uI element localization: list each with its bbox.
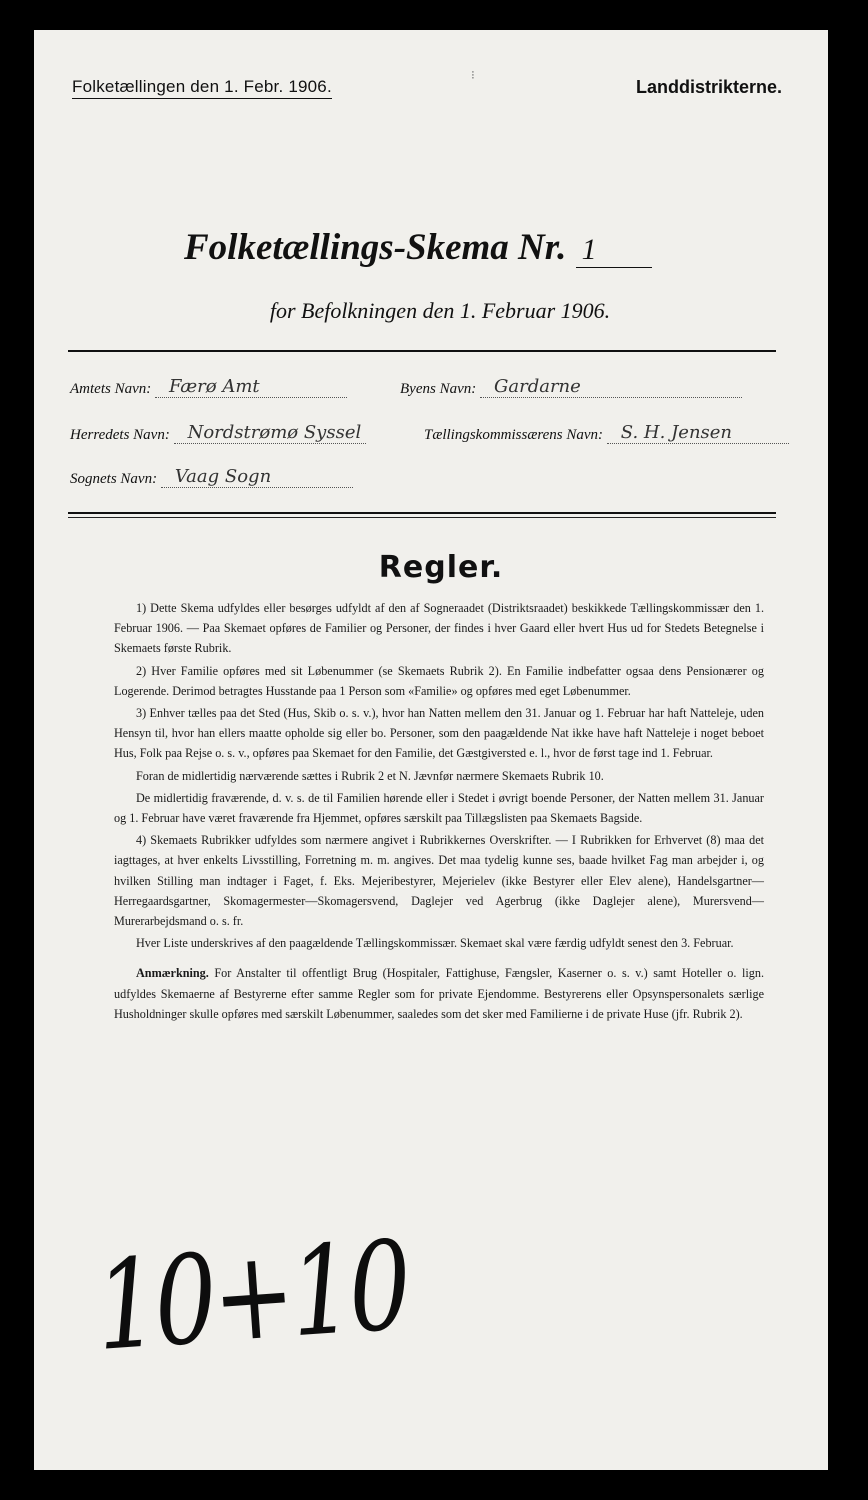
- herred-value: Nordstrømø Syssel: [174, 422, 366, 444]
- header-census-date: Folketællingen den 1. Febr. 1906.: [72, 77, 332, 99]
- form-title-text: Folketællings-Skema Nr.: [184, 227, 567, 268]
- census-form-page: [34, 30, 828, 1470]
- header-district-type: Landdistrikterne.: [635, 77, 782, 97]
- rule-4: 4) Skemaets Rubrikker udfyldes som nærmere angivet i Rubrikkernes Overskrifter. — I Rubrikken for Erhvervet (8) maa det iagttages, at hver enkelts Livsstilling, Forretning m. m. angives. Det maa tydelig kunne ses, baade hvilket Fag man arbejder i, og hvilken Stilling man indtager i Faget, f. Eks. Mejeribestyrer, Mejerielev (ikke Bestyrer eller Elev alene), Handelsgartner—Herregaardsgartner, Skomagermester—Skomagersvend, Daglejer ved Agerbrug (ikke Daglejer alene), Murersvend—Murerarbejdsmand o. s. fr.: [114, 833, 764, 929]
- handwritten-count: 10+10: [91, 1215, 413, 1379]
- amt-value: Færø Amt: [155, 376, 347, 398]
- rule-3: 3) Enhver tælles paa det Sted (Hus, Skib o. s. v.), hvor han Natten mellem den 31. Januar og 1. Februar har haft Natteleje, uden Hensyn til, hvor han ellers maatte opholde sig eller bo. Personer, som den paagældende Nat ikke have haft Natteleje i noget beboet Hus, Folk paa Rejse o. s. v., opføres paa Skemaet for den Familie, det Gæstgiversted e. l., hvor de først tage ind 1. Februar.: [114, 706, 764, 761]
- stamp-mark: ⁝: [471, 68, 475, 82]
- divider-top: [68, 350, 776, 352]
- form-subtitle: for Befolkningen den 1. Februar 1906.: [269, 298, 611, 323]
- divider-bottom-thin: [68, 517, 776, 518]
- kommissaer-value: S. H. Jensen: [607, 422, 789, 444]
- divider-bottom: [68, 512, 776, 514]
- herred-label: Herredets Navn:: [70, 427, 170, 443]
- note: [114, 963, 764, 1024]
- form-number: 1: [576, 233, 652, 268]
- rule-1: 1) Dette Skema udfyldes eller besørges udfyldt af den af Sogneraadet (Distriktsraadet) beskikkede Tællingskommissær den 1. Februar 1906. — Paa Skemaet opføres de Familier og Personer, der findes i hver Gaard eller hvert Hus ud for Stedets Betegnelse i Skemaets første Rubrik.: [114, 601, 764, 656]
- byen-label: Byens Navn:: [400, 381, 477, 397]
- form-title: [184, 226, 652, 269]
- kommissaer-label: Tællingskommissærens Navn:: [424, 427, 604, 443]
- rules-text: [114, 598, 764, 1026]
- field-sogn: [70, 466, 353, 488]
- field-byen: [400, 376, 742, 398]
- note-label: Anmærkning.: [136, 966, 209, 981]
- field-kommissaer: [424, 422, 789, 444]
- rule-2: 2) Hver Familie opføres med sit Løbenummer (se Skemaets Rubrik 2). En Familie indbefatter ogsaa dens Pensionærer og Logerende. Derimod betragtes Husstande paa 1 Person som «Familie» og opføres med eget Løbenummer.: [114, 663, 764, 698]
- note-text: For Anstalter til offentligt Brug (Hospitaler, Fattighuse, Fængsler, Kaserner o. s. v.) samt Hoteller o. lign. udfyldes Skemaerne af Bestyrerne efter samme Regler som for private Ejendomme. Bestyrerens eller Opsynspersonalets særlige Husholdninger skulle opføres med særskilt Løbenummer, saaledes som det sker med Familierne i de private Huse (jfr. Rubrik 2).: [114, 966, 764, 1021]
- sogn-label: Sognets Navn:: [70, 471, 158, 487]
- sogn-value: Vaag Sogn: [161, 466, 353, 488]
- rule-3b: Foran de midlertidig nærværende sættes i Rubrik 2 et N. Jævnfør nærmere Skemaets Rubrik 10.: [136, 768, 604, 783]
- field-herred: [70, 422, 366, 444]
- rule-3c: De midlertidig fraværende, d. v. s. de til Familien hørende eller i Stedet i øvrigt boende Personer, der Natten mellem 31. Januar og 1. Februar have været fraværende fra Hjemmet, opføres særskilt paa Tillægslisten paa Skemaets Bagside.: [114, 790, 764, 826]
- amt-label: Amtets Navn:: [70, 381, 152, 397]
- field-amt: [70, 376, 347, 398]
- rule-4b: Hver Liste underskrives af den paagældende Tællingskommissær. Skemaet skal være færdig udfyldt senest den 3. Februar.: [136, 936, 734, 951]
- rules-heading: Regler.: [378, 550, 504, 585]
- byen-value: Gardarne: [480, 376, 742, 398]
